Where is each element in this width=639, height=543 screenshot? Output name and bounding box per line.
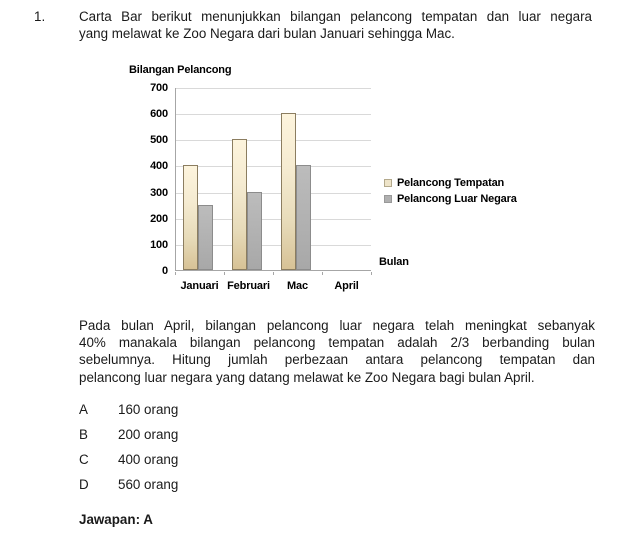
answer-choices [79, 402, 178, 502]
y-tick-label: 100 [150, 238, 168, 251]
gridline [176, 166, 371, 167]
x-axis-label-januari: Januari [180, 280, 219, 292]
bar-pelancong-tempatan-mac [281, 113, 296, 270]
choice-d [79, 477, 178, 502]
bar-pelancong-tempatan-februari [232, 139, 247, 270]
x-axis-label-april: April [334, 280, 359, 292]
x-axis-tick [273, 272, 274, 275]
question-intro-line: yang melawat ke Zoo Negara dari bulan Januari sehingga Mac. [79, 25, 455, 41]
bar-pelancong-luar-negara-februari [247, 192, 262, 270]
gridline [176, 114, 371, 115]
chart-y-axis-title: Bilangan Pelancong [129, 64, 232, 76]
bar-pelancong-luar-negara-januari [198, 205, 213, 270]
bar-chart [110, 61, 600, 301]
chart-x-axis-title: Bulan [379, 256, 409, 268]
y-tick-label: 300 [150, 186, 168, 199]
question-number: 1. [34, 9, 46, 24]
question-intro [79, 9, 592, 42]
choice-letter: D [79, 477, 89, 492]
choice-text: 400 orang [118, 452, 179, 467]
x-axis-label-mac: Mac [287, 280, 308, 292]
choice-text: 560 orang [118, 477, 179, 492]
choice-a [79, 402, 178, 427]
question-intro-line: Carta Bar berikut menunjukkan bilangan pelancong tempatan dan luar negara [79, 9, 592, 24]
x-axis-tick [175, 272, 176, 275]
x-axis-tick [371, 272, 372, 275]
legend-label: Pelancong Luar Negara [397, 193, 517, 205]
bar-pelancong-luar-negara-mac [296, 165, 311, 270]
y-tick-label: 0 [162, 265, 168, 277]
y-tick-label: 600 [150, 108, 168, 121]
chart-legend [384, 175, 517, 207]
question-body-line: Pada bulan April, bilangan pelancong luar negara telah meningkat sebanyak [79, 318, 595, 333]
question-body-line: 40% manakala bilangan pelancong tempatan adalah 2/3 berbanding bulan [79, 335, 595, 351]
y-tick-label: 700 [150, 82, 168, 94]
legend-swatch-icon [384, 195, 392, 203]
question-body-line: pelancong luar negara yang datang melawat ke Zoo Negara bagi bulan April. [79, 369, 535, 385]
gridline [176, 140, 371, 141]
gridline [176, 193, 371, 194]
question-body [79, 317, 595, 386]
gridline [176, 88, 371, 89]
x-axis-tick [224, 272, 225, 275]
choice-c [79, 452, 178, 477]
choice-letter: A [79, 402, 88, 417]
x-axis-label-februari: Februari [227, 280, 270, 292]
choice-text: 200 orang [118, 427, 179, 442]
choice-text: 160 orang [118, 402, 179, 417]
legend-item-pelancong-tempatan [384, 175, 517, 191]
legend-swatch-icon [384, 179, 392, 187]
x-axis-tick [322, 272, 323, 275]
legend-item-pelancong-luar-negara [384, 191, 517, 207]
bar-pelancong-tempatan-januari [183, 165, 198, 270]
choice-letter: B [79, 427, 88, 442]
y-tick-label: 400 [150, 160, 168, 173]
answer-key: Jawapan: A [79, 512, 153, 527]
legend-label: Pelancong Tempatan [397, 177, 505, 189]
question-body-line: sebelumnya. Hitung jumlah perbezaan antara pelancong tempatan dan [79, 352, 595, 368]
y-tick-label: 500 [150, 134, 168, 147]
choice-letter: C [79, 452, 89, 467]
chart-plot-area [175, 88, 371, 271]
choice-b [79, 427, 178, 452]
y-tick-label: 200 [150, 212, 168, 225]
